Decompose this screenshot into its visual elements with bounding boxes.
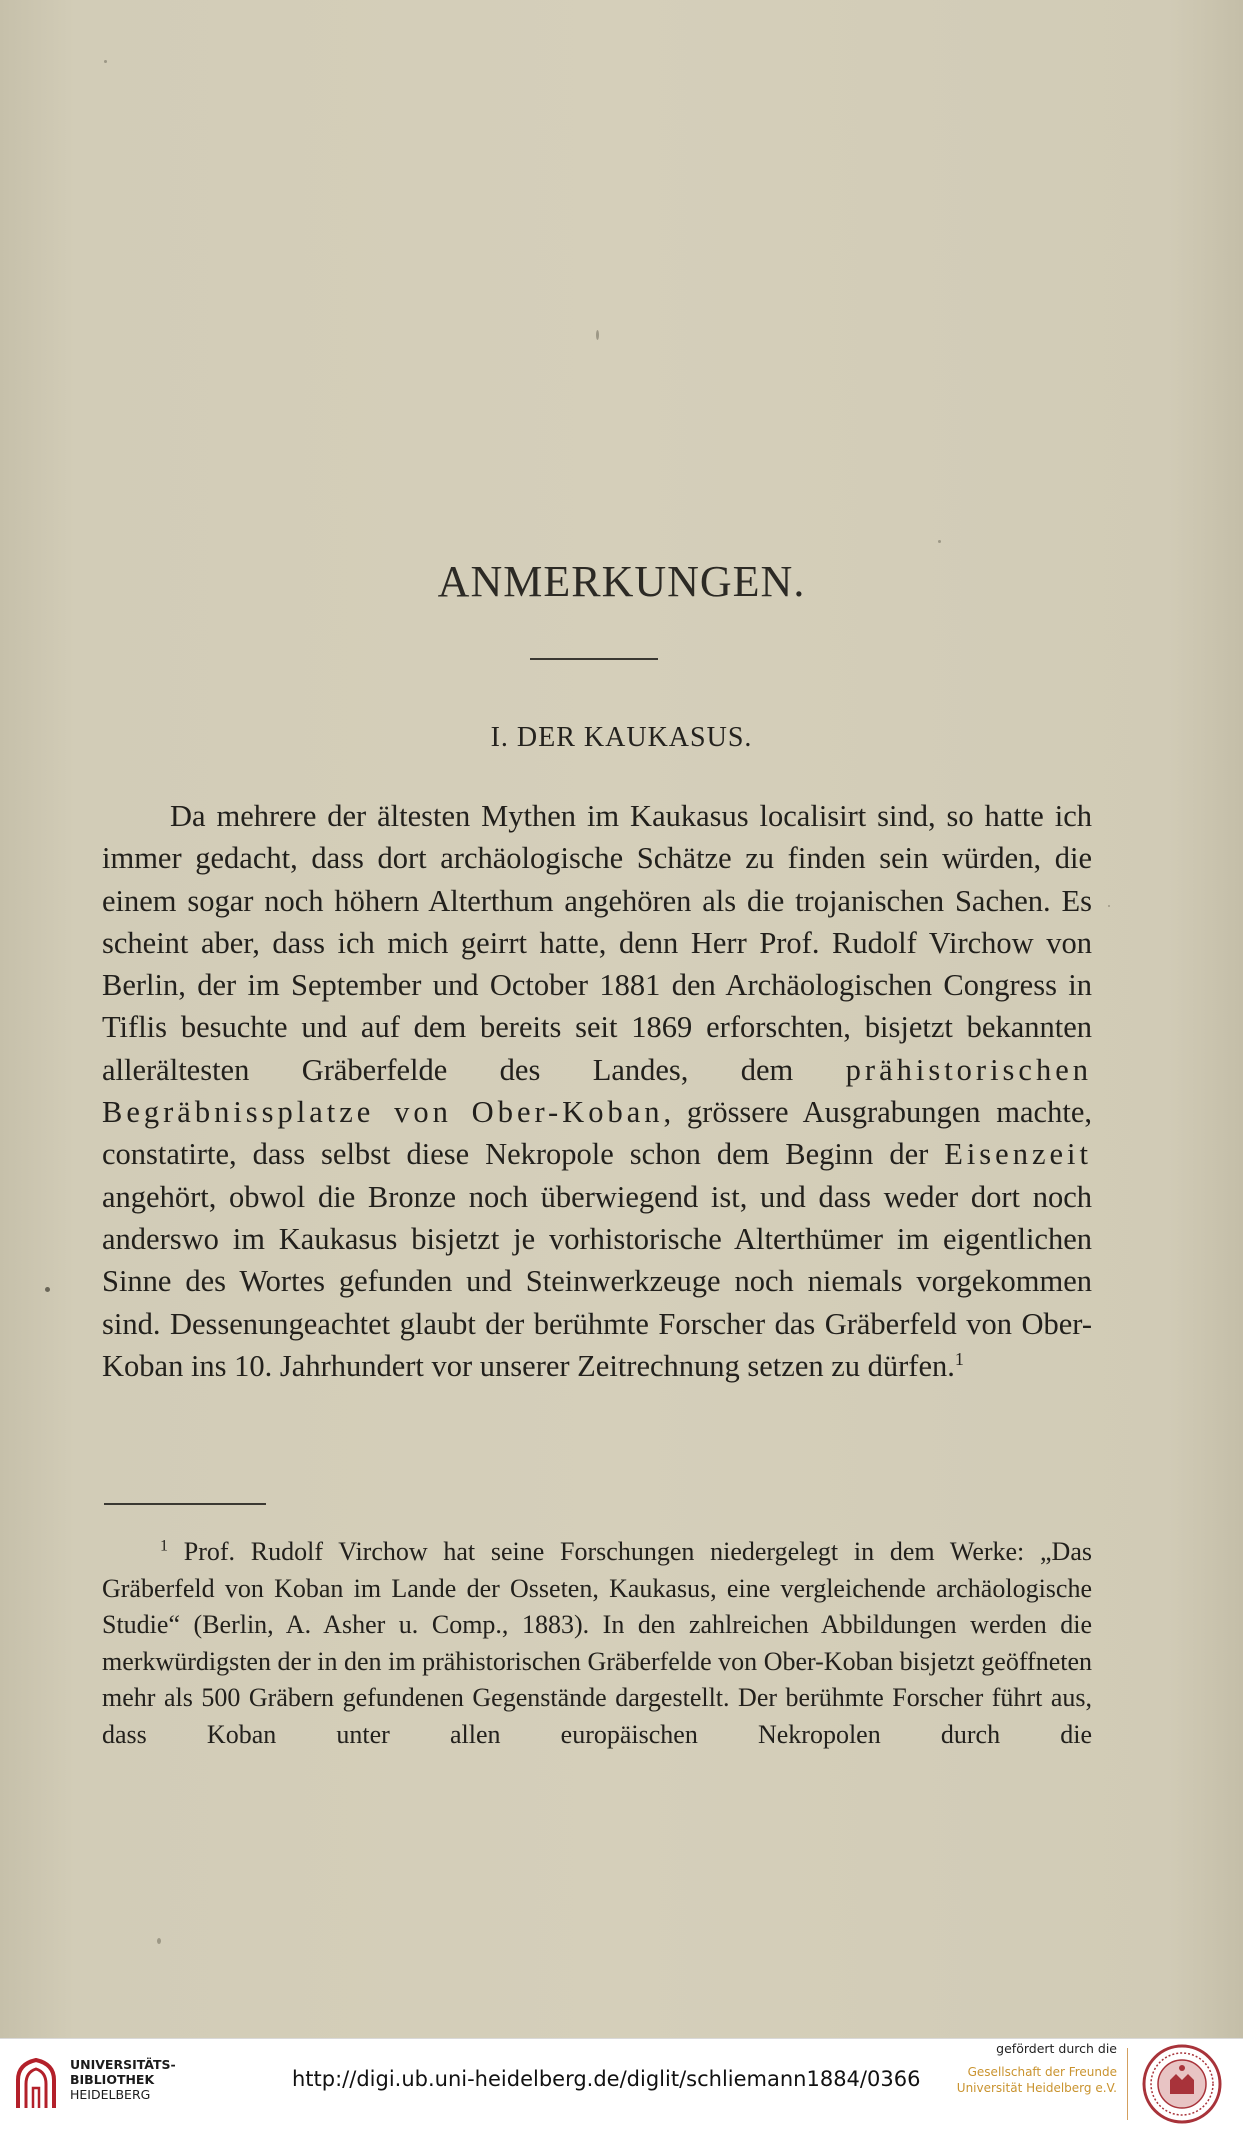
paper-speck bbox=[104, 60, 107, 63]
sponsor-name-line: Gesellschaft der Freunde bbox=[967, 2065, 1117, 2079]
footnote-paragraph bbox=[102, 1534, 1092, 1753]
ub-heidelberg-logo-icon[interactable] bbox=[12, 2052, 60, 2114]
paper-speck bbox=[157, 1938, 161, 1944]
library-name-line: UNIVERSITÄTS- bbox=[70, 2057, 176, 2072]
footnote-text: Prof. Rudolf Virchow hat seine Forschungen niedergelegt in dem Werke: „Das Gräberfeld von Koban im Lande der Osseten, Kaukasus, eine vergleichende archäologische Studie“ (Berlin, A. Asher u. Comp., 1883). In den zahlreichen Abbildungen werden die merkwürdigsten der in den im prähistorischen Gräberfelde von Ober-Koban bisjetzt geöffneten mehr als 500 Gräbern gefundenen Gegenstände dargestellt. Der berühmte Forscher führt aus, dass Koban unter allen europäischen Nekropolen durch die bbox=[102, 1537, 1092, 1749]
university-seal-icon[interactable] bbox=[1142, 2044, 1222, 2124]
spaced-emphasis: prähistorischen Begräbnissplatze von Ober-Koban bbox=[102, 1052, 1092, 1130]
title-rule bbox=[530, 658, 658, 660]
paper-speck bbox=[45, 1287, 50, 1292]
sponsor-credit bbox=[905, 2041, 1117, 2096]
footnote-rule bbox=[104, 1503, 266, 1505]
sponsor-name-line: Universität Heidelberg e.V. bbox=[956, 2081, 1117, 2095]
footnote-reference[interactable]: 1 bbox=[954, 1348, 964, 1369]
footer-divider bbox=[1127, 2048, 1128, 2120]
body-text-segment: , grössere Ausgrabungen machte, constatirte, dass selbst diese Nekropole schon dem Beginn der bbox=[102, 1095, 1092, 1172]
footnote-marker: 1 bbox=[160, 1537, 168, 1555]
page-title: ANMERKUNGEN. bbox=[437, 557, 806, 606]
footnote bbox=[102, 1534, 1092, 1753]
body-text-segment: Da mehrere der ältesten Mythen im Kaukasus localisirt sind, so hatte ich immer gedacht, dass dort archäologische Schätze zu finden sein würden, die einem sogar noch höhern Alterthum angehören als die trojanischen Sachen. Es scheint aber, dass ich mich geirrt hatte, denn Herr Prof. Rudolf Virchow von Berlin, der im September und October 1881 den Archäologischen Congress in Tiflis besuchte und auf dem bereits seit 1869 erforschten, bisjetzt bekannten allerältesten Gräberfelde des Landes, dem bbox=[102, 799, 1092, 1087]
digital-copy-url[interactable]: http://digi.ub.uni-heidelberg.de/diglit/schliemann1884/0366 bbox=[292, 2067, 921, 2091]
spaced-emphasis: Eisenzeit bbox=[944, 1137, 1092, 1172]
body-paragraph bbox=[102, 795, 1092, 1387]
section-heading: I. DER KAUKASUS. bbox=[490, 722, 753, 753]
paper-speck bbox=[1108, 905, 1110, 907]
library-name bbox=[70, 2057, 176, 2102]
paper-speck bbox=[596, 330, 599, 340]
library-name-line: HEIDELBERG bbox=[70, 2087, 151, 2102]
library-name-line: BIBLIOTHEK bbox=[70, 2072, 155, 2087]
body-text bbox=[102, 795, 1092, 1387]
body-text-segment: angehört, obwol die Bronze noch überwiegend ist, und dass weder dort noch anderswo im Kaukasus bisjetzt je vorhistorische Alterthümer im eigentlichen Sinne des Wortes gefunden und Steinwerkzeuge noch niemals vorgekommen sind. Dessenungeachtet glaubt der berühmte Forscher das Gräberfeld von Ober-Koban ins 10. Jahrhundert vor unserer Zeitrechnung setzen zu dürfen. bbox=[102, 1179, 1092, 1383]
sponsor-lead: gefördert durch die bbox=[996, 2041, 1117, 2056]
paper-speck bbox=[938, 540, 941, 543]
